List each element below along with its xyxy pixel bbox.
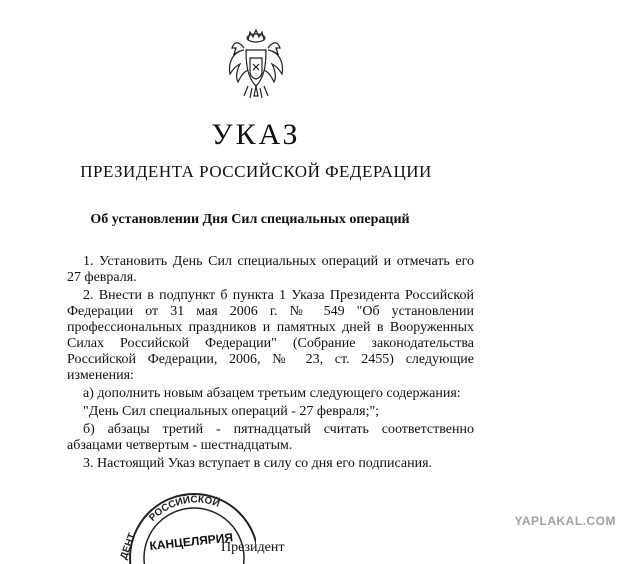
- document-subtitle: ПРЕЗИДЕНТА РОССИЙСКОЙ ФЕДЕРАЦИИ: [80, 162, 432, 181]
- paragraph-1: 1. Установить День Сил специальных операций и отмечать его 27 февраля.: [67, 254, 474, 285]
- stamp-side-text: ДЕНТ: [118, 531, 139, 562]
- stamp-center-text: КАНЦЕЛЯРИЯ: [148, 530, 234, 553]
- paragraph-3: 3. Настоящий Указ вступает в силу со дня его подписания.: [83, 456, 433, 471]
- paragraph-2b: б) абзацы третий - пятнадцатый считать соответственно абзацами четвертым - шестнадцатым.: [67, 422, 474, 453]
- decree-body: [67, 254, 474, 472]
- paragraph-2a: а) дополнить новым абзацем третьим следующего содержания:: [83, 386, 461, 401]
- watermark: YAPLAKAL.COM: [514, 514, 616, 528]
- paragraph-2: 2. Внести в подпункт б пункта 1 Указа Президента Российской Федерации от 31 мая 2006 г. № 549 "Об установлении профессиональных праздников и памятных дней в Вооруженных Силах Российской Федерации" (Собрание законодательства Российской Федерации, 2006, № 23, ст. 2455) следующие изменения:: [67, 288, 474, 383]
- paragraph-2a-quote: "День Сил специальных операций - 27 февраля;";: [83, 404, 380, 419]
- document-title: УКАЗ: [211, 118, 301, 151]
- stamp-arc-text: РОССИЙСКОЙ: [147, 494, 221, 524]
- signature-label: Президент: [221, 540, 285, 555]
- double-headed-eagle-emblem-icon: [226, 26, 286, 102]
- decree-heading: Об установлении Дня Сил специальных операций: [90, 212, 410, 227]
